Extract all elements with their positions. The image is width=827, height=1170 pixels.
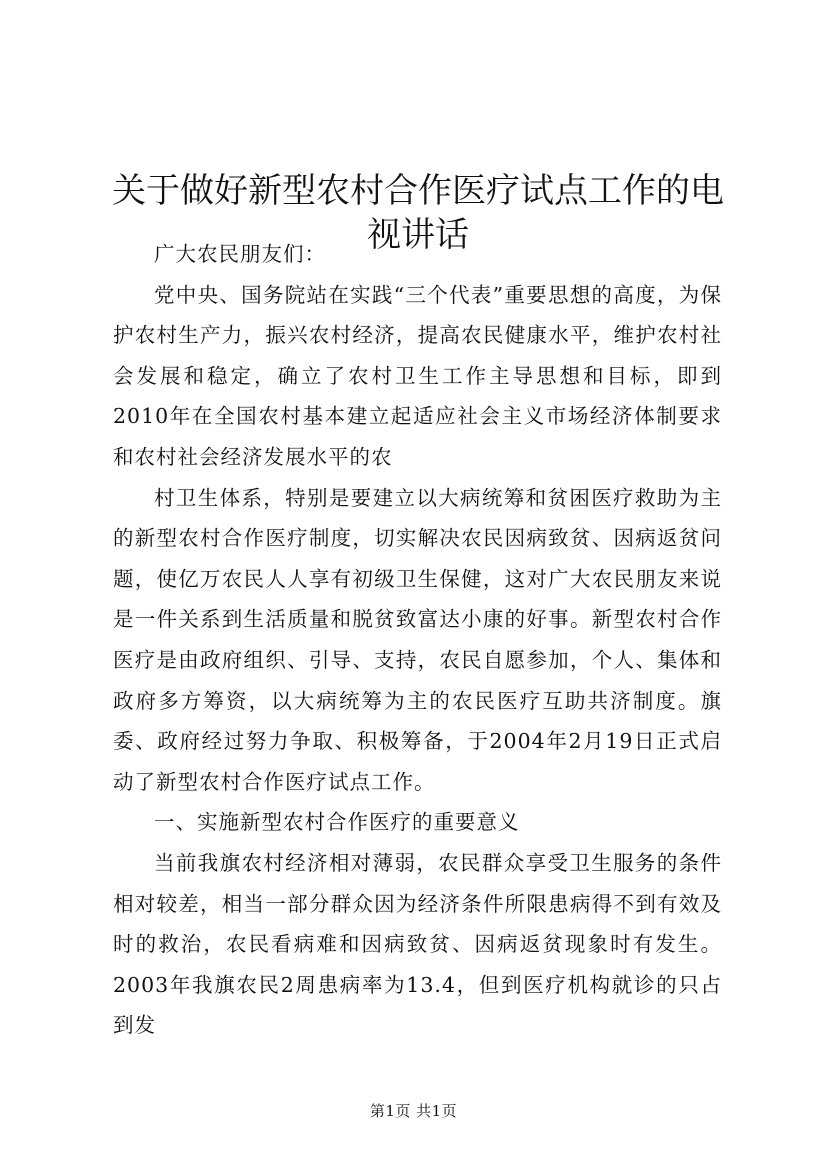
body-paragraph: 村卫生体系，特别是要建立以大病统筹和贫困医疗救助为主的新型农村合作医疗制度，切实解决农民因病致贫、因病返贫问题，使亿万农民人人享有初级卫生保健，这对广大农民朋友来说是一件关系到生活质量和脱贫致富达小康的好事。新型农村合作医疗是由政府组织、引导、支持，农民自愿参加，个人、集体和政府多方筹资，以大病统筹为主的农民医疗互助共济制度。旗委、政府经过努力争取、积极筹备，于2004年2月19日正式启动了新型农村合作医疗试点工作。: [113, 485, 722, 794]
document-title: 关于做好新型农村合作医疗试点工作的电视讲话: [112, 170, 724, 255]
salutation-paragraph: 广大农民朋友们：: [154, 242, 326, 266]
body-paragraph: 党中央、国务院站在实践“三个代表”重要思想的高度，为保护农村生产力，振兴农村经济，提高农民健康水平，维护农村社会发展和稳定，确立了农村卫生工作主导思想和目标，即到2010年在全国农村基本建立起适应社会主义市场经济体制要求和农村社会经济发展水平的农: [113, 282, 722, 469]
body-paragraph: 当前我旗农村经济相对薄弱，农民群众享受卫生服务的条件相对较差，相当一部分群众因为经济条件所限患病得不到有效及时的救治，农民看病难和因病致贫、因病返贫现象时有发生。2003年我旗农民2周患病率为13.4，但到医疗机构就诊的只占到发: [113, 850, 722, 1038]
page-footer: 第1页 共1页: [369, 1102, 458, 1120]
document-body: [113, 234, 722, 1046]
section-heading: 一、实施新型农村合作医疗的重要意义: [154, 810, 520, 835]
